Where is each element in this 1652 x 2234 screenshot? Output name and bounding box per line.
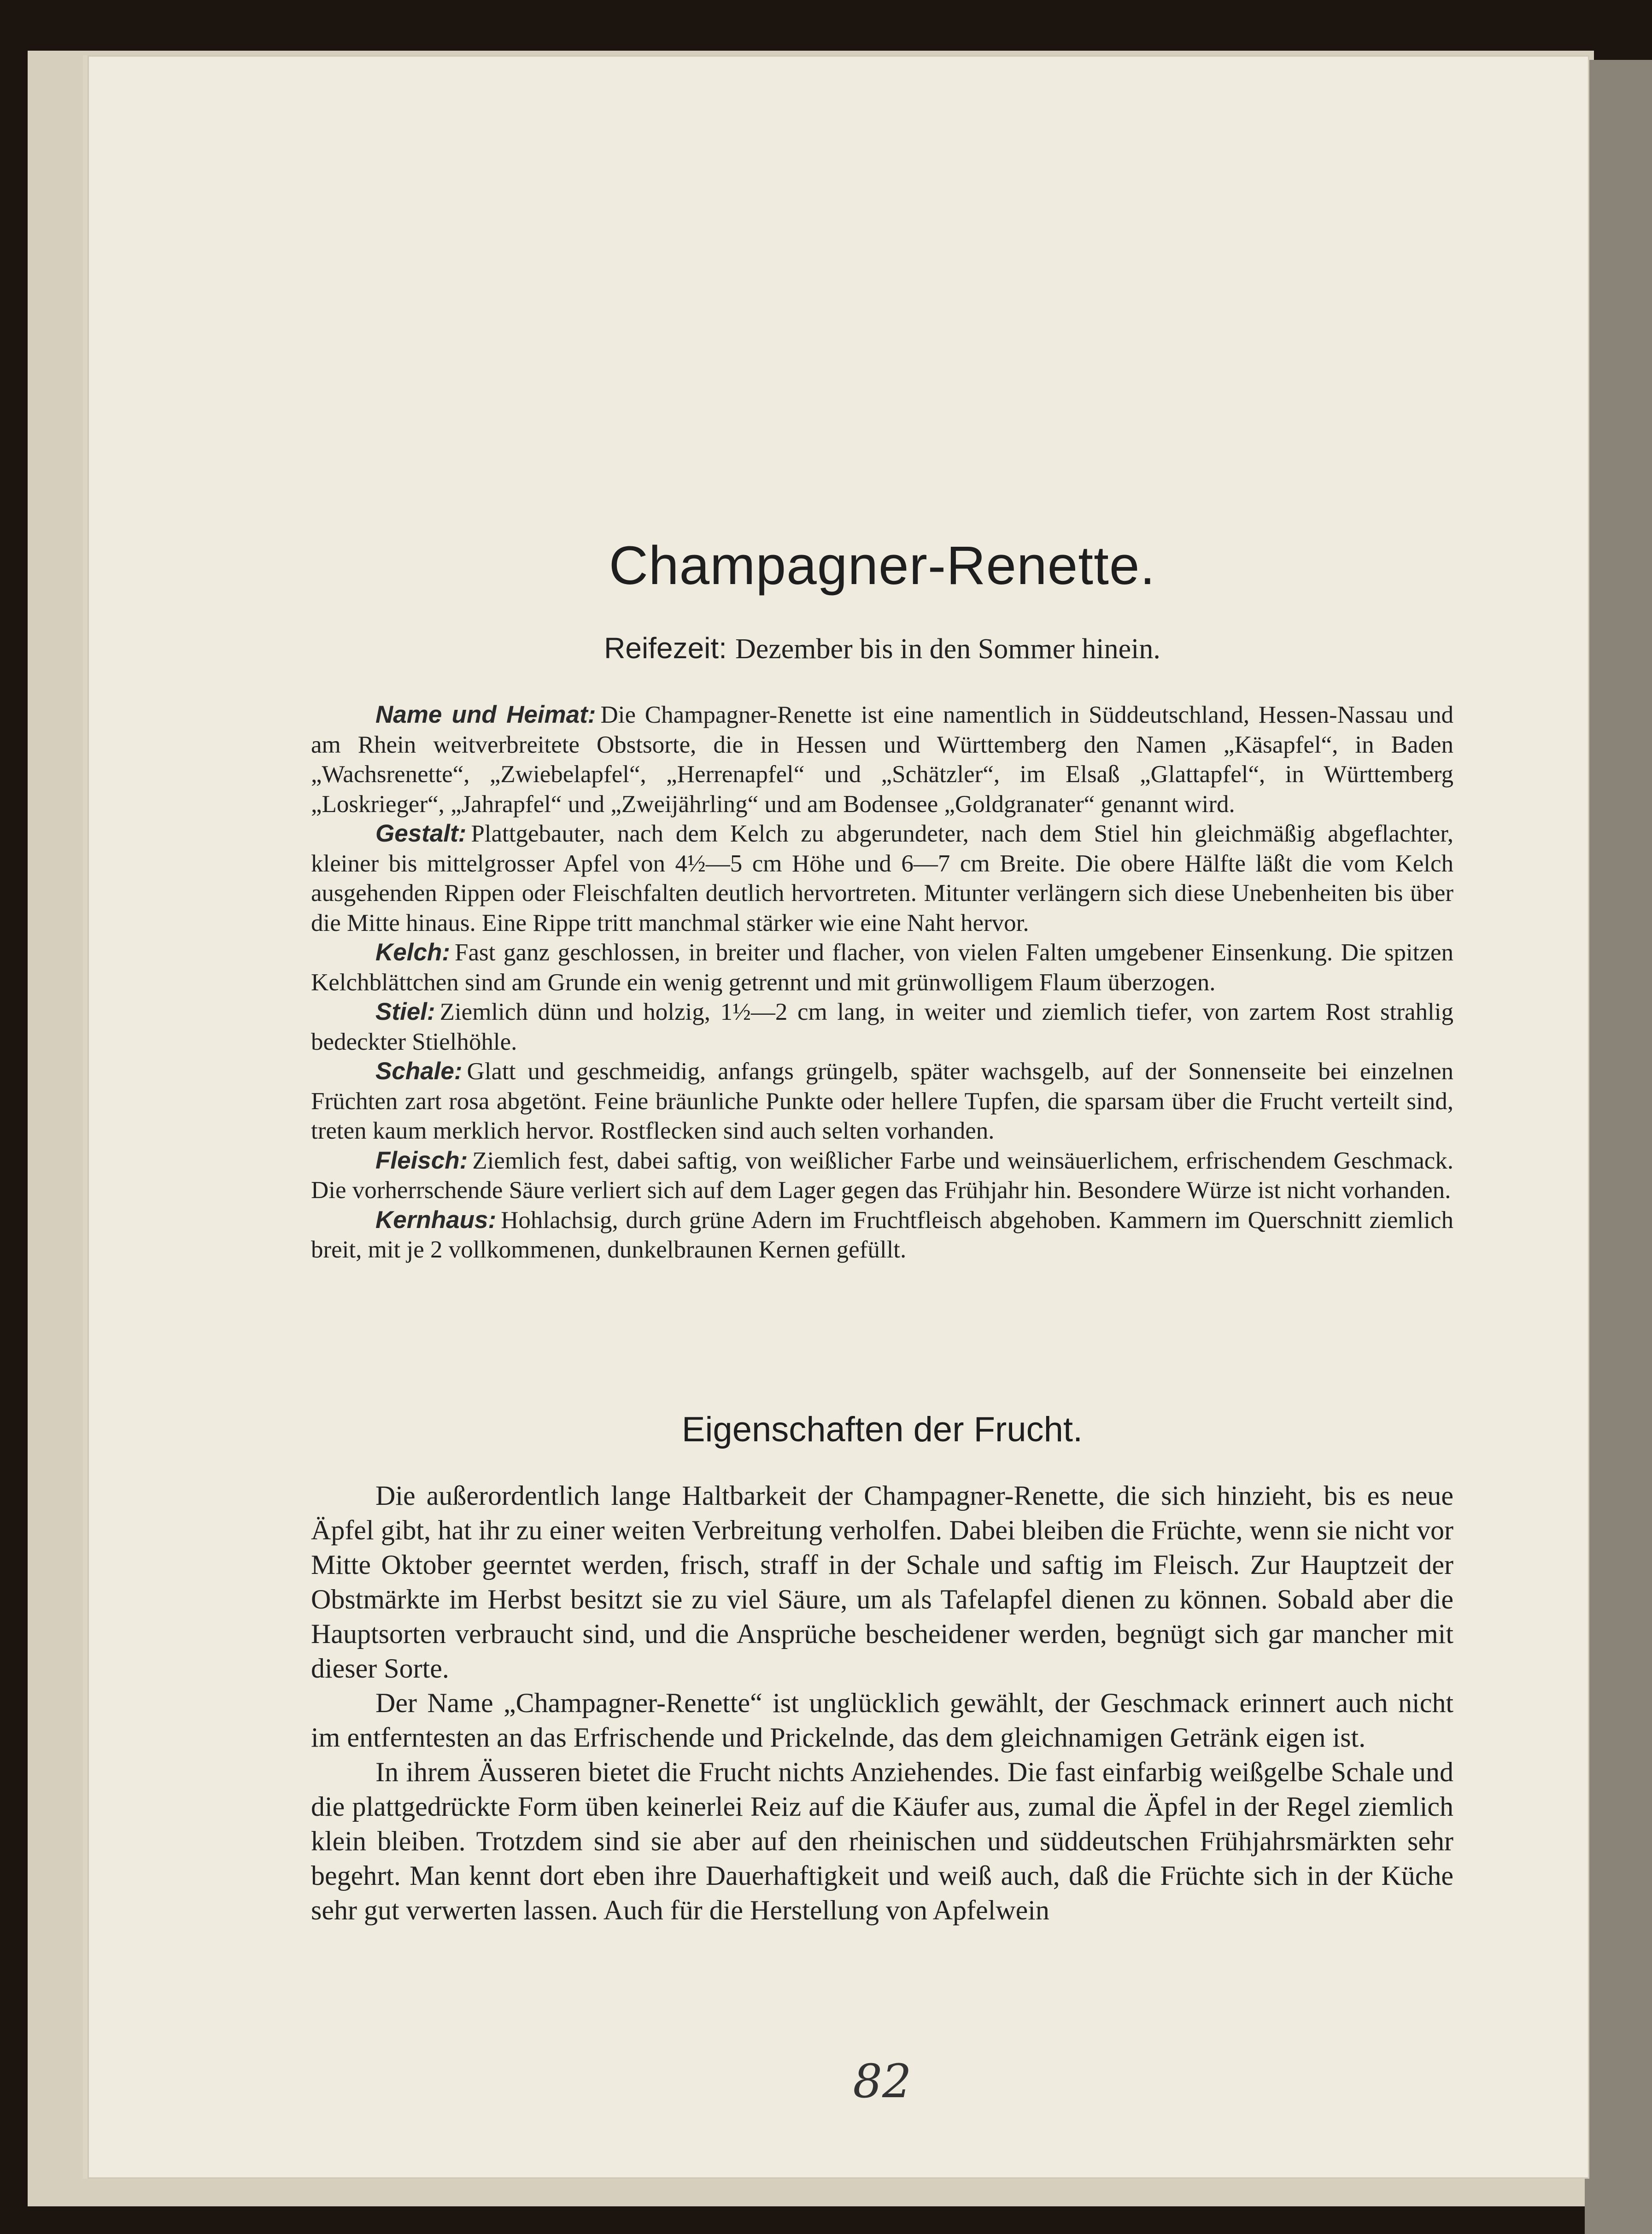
desc-term: Kernhaus: (375, 1206, 497, 1234)
adjacent-page-edge (1585, 60, 1652, 2234)
desc-text: Glatt und geschmeidig, anfangs grüngelb, später wachsgelb, auf der Sonnenseite bei einzelnen Früchten zart rosa abgetönt. Feine bräunliche Punkte oder hellere Tupfen, die sparsam über die Frucht verteilt sind, treten kaum merklich hervor. Rostflecken sind auch selten vorhanden. (311, 1058, 1453, 1144)
properties-paragraph: Die außerordentlich lange Haltbarkeit der Champagner-Renette, die sich hinzieht, bis es neue Äpfel gibt, hat ihr zu einer weiten Verbreitung verholfen. Dabei bleiben die Früchte, wenn sie nicht vor Mitte Oktober geerntet werden, frisch, straff in der Schale und saftig im Fleisch. Zur Hauptzeit der Obstmärkte im Herbst besitzt sie zu viel Säure, um als Tafelapfel dienen zu können. Sobald aber die Hauptsorten verbraucht sind, und die Ansprüche bescheidener werden, begnügt sich gar mancher mit dieser Sorte. (311, 1480, 1453, 1684)
page-title: Champagner-Renette. (609, 535, 1156, 596)
desc-paragraph-core (311, 1205, 1453, 1265)
desc-text: Fast ganz geschlossen, in breiter und flacher, von vielen Falten umgebener Einsenkung. Die spitzen Kelchblättchen sind am Grunde ein wenig getrennt und mit grünwolligem Flaum überzogen. (311, 939, 1453, 996)
ripening-line (311, 631, 1453, 666)
desc-paragraph-calyx (311, 938, 1453, 997)
properties-block (311, 1479, 1453, 1928)
desc-paragraph-flesh (311, 1146, 1453, 1205)
book-page (83, 55, 1589, 2179)
desc-term: Stiel: (375, 998, 435, 1025)
desc-paragraph-stem (311, 997, 1453, 1057)
desc-paragraph-origin (311, 700, 1453, 819)
desc-text: Die Champagner-Renette ist eine namentlich in Süddeutschland, Hessen-Nassau und am Rhein weitverbreitete Obstsorte, die in Hessen und Württemberg den Namen „Käsapfel“, in Baden „Wachsrenette“, „Zwiebelapfel“, „Herrenapfel“ und „Schätzler“, im Elsaß „Glattapfel“, in Württemberg „Loskrieger“, „Jahrapfel“ und „Zweijährling“ und am Bodensee „Goldgranater“ genannt wird. (311, 702, 1454, 818)
desc-term: Fleisch: (375, 1146, 468, 1174)
ripening-text: Dezember bis in den Sommer hinein. (735, 633, 1160, 665)
desc-paragraph-shape (311, 819, 1453, 938)
desc-text: Plattgebauter, nach dem Kelch zu abgerundeter, nach dem Stiel hin gleichmäßig abgeflachter, kleiner bis mittelgrosser Apfel von 4½—5 cm Höhe und 6—7 cm Breite. Die obere Hälfte läßt die vom Kelch ausgehenden Rippen oder Fleischfalten deutlich hervortreten. Mitunter verlängern sich diese Unebenheiten bis über die Mitte hinaus. Eine Rippe tritt manchmal stärker wie eine Naht hervor. (311, 820, 1453, 936)
page-number: 82 (853, 2054, 912, 2108)
desc-term: Kelch: (375, 939, 450, 966)
desc-paragraph-skin (311, 1057, 1453, 1146)
desc-term: Schale: (375, 1058, 463, 1085)
desc-term: Name und Heimat: (375, 701, 596, 728)
desc-term: Gestalt: (375, 820, 467, 847)
desc-text: Ziemlich fest, dabei saftig, von weißlicher Farbe und weinsäuerlichem, erfrischendem Geschmack. Die vorherrschende Säure verliert sich auf dem Lager gegen das Frühjahr hin. Besondere Würze ist nicht vorhanden. (311, 1147, 1453, 1204)
ripening-label: Reifezeit: (604, 632, 727, 665)
properties-paragraph: In ihrem Äusseren bietet die Frucht nichts Anziehendes. Die fast einfarbig weißgelbe Schale und die plattgedrückte Form üben keinerlei Reiz auf die Käufer aus, zumal die Äpfel in der Regel ziemlich klein bleiben. Trotzdem sind sie aber auf den rheinischen und süddeutschen Frühjahrsmärkten sehr begehrt. Man kennt dort eben ihre Dauerhaftigkeit und weiß auch, daß die Früchte sich in der Küche sehr gut verwerten lassen. Auch für die Herstellung von Apfelwein (311, 1757, 1453, 1925)
description-block (311, 700, 1453, 1265)
desc-text: Hohlachsig, durch grüne Adern im Fruchtfleisch abgehoben. Kammern im Querschnitt ziemlich breit, mit je 2 vollkommenen, dunkelbraunen Kernen gefüllt. (311, 1206, 1453, 1263)
desc-text: Ziemlich dünn und holzig, 1½—2 cm lang, in weiter und ziemlich tiefer, von zartem Rost strahlig bedeckter Stielhöhle. (311, 999, 1453, 1055)
properties-paragraph: Der Name „Champagner-Renette“ ist unglücklich gewählt, der Geschmack erinnert auch nicht im entferntesten an das Erfrischende und Prickelnde, das dem gleichnamigen Getränk eigen ist. (311, 1688, 1453, 1753)
section-title: Eigenschaften der Frucht. (681, 1410, 1083, 1449)
